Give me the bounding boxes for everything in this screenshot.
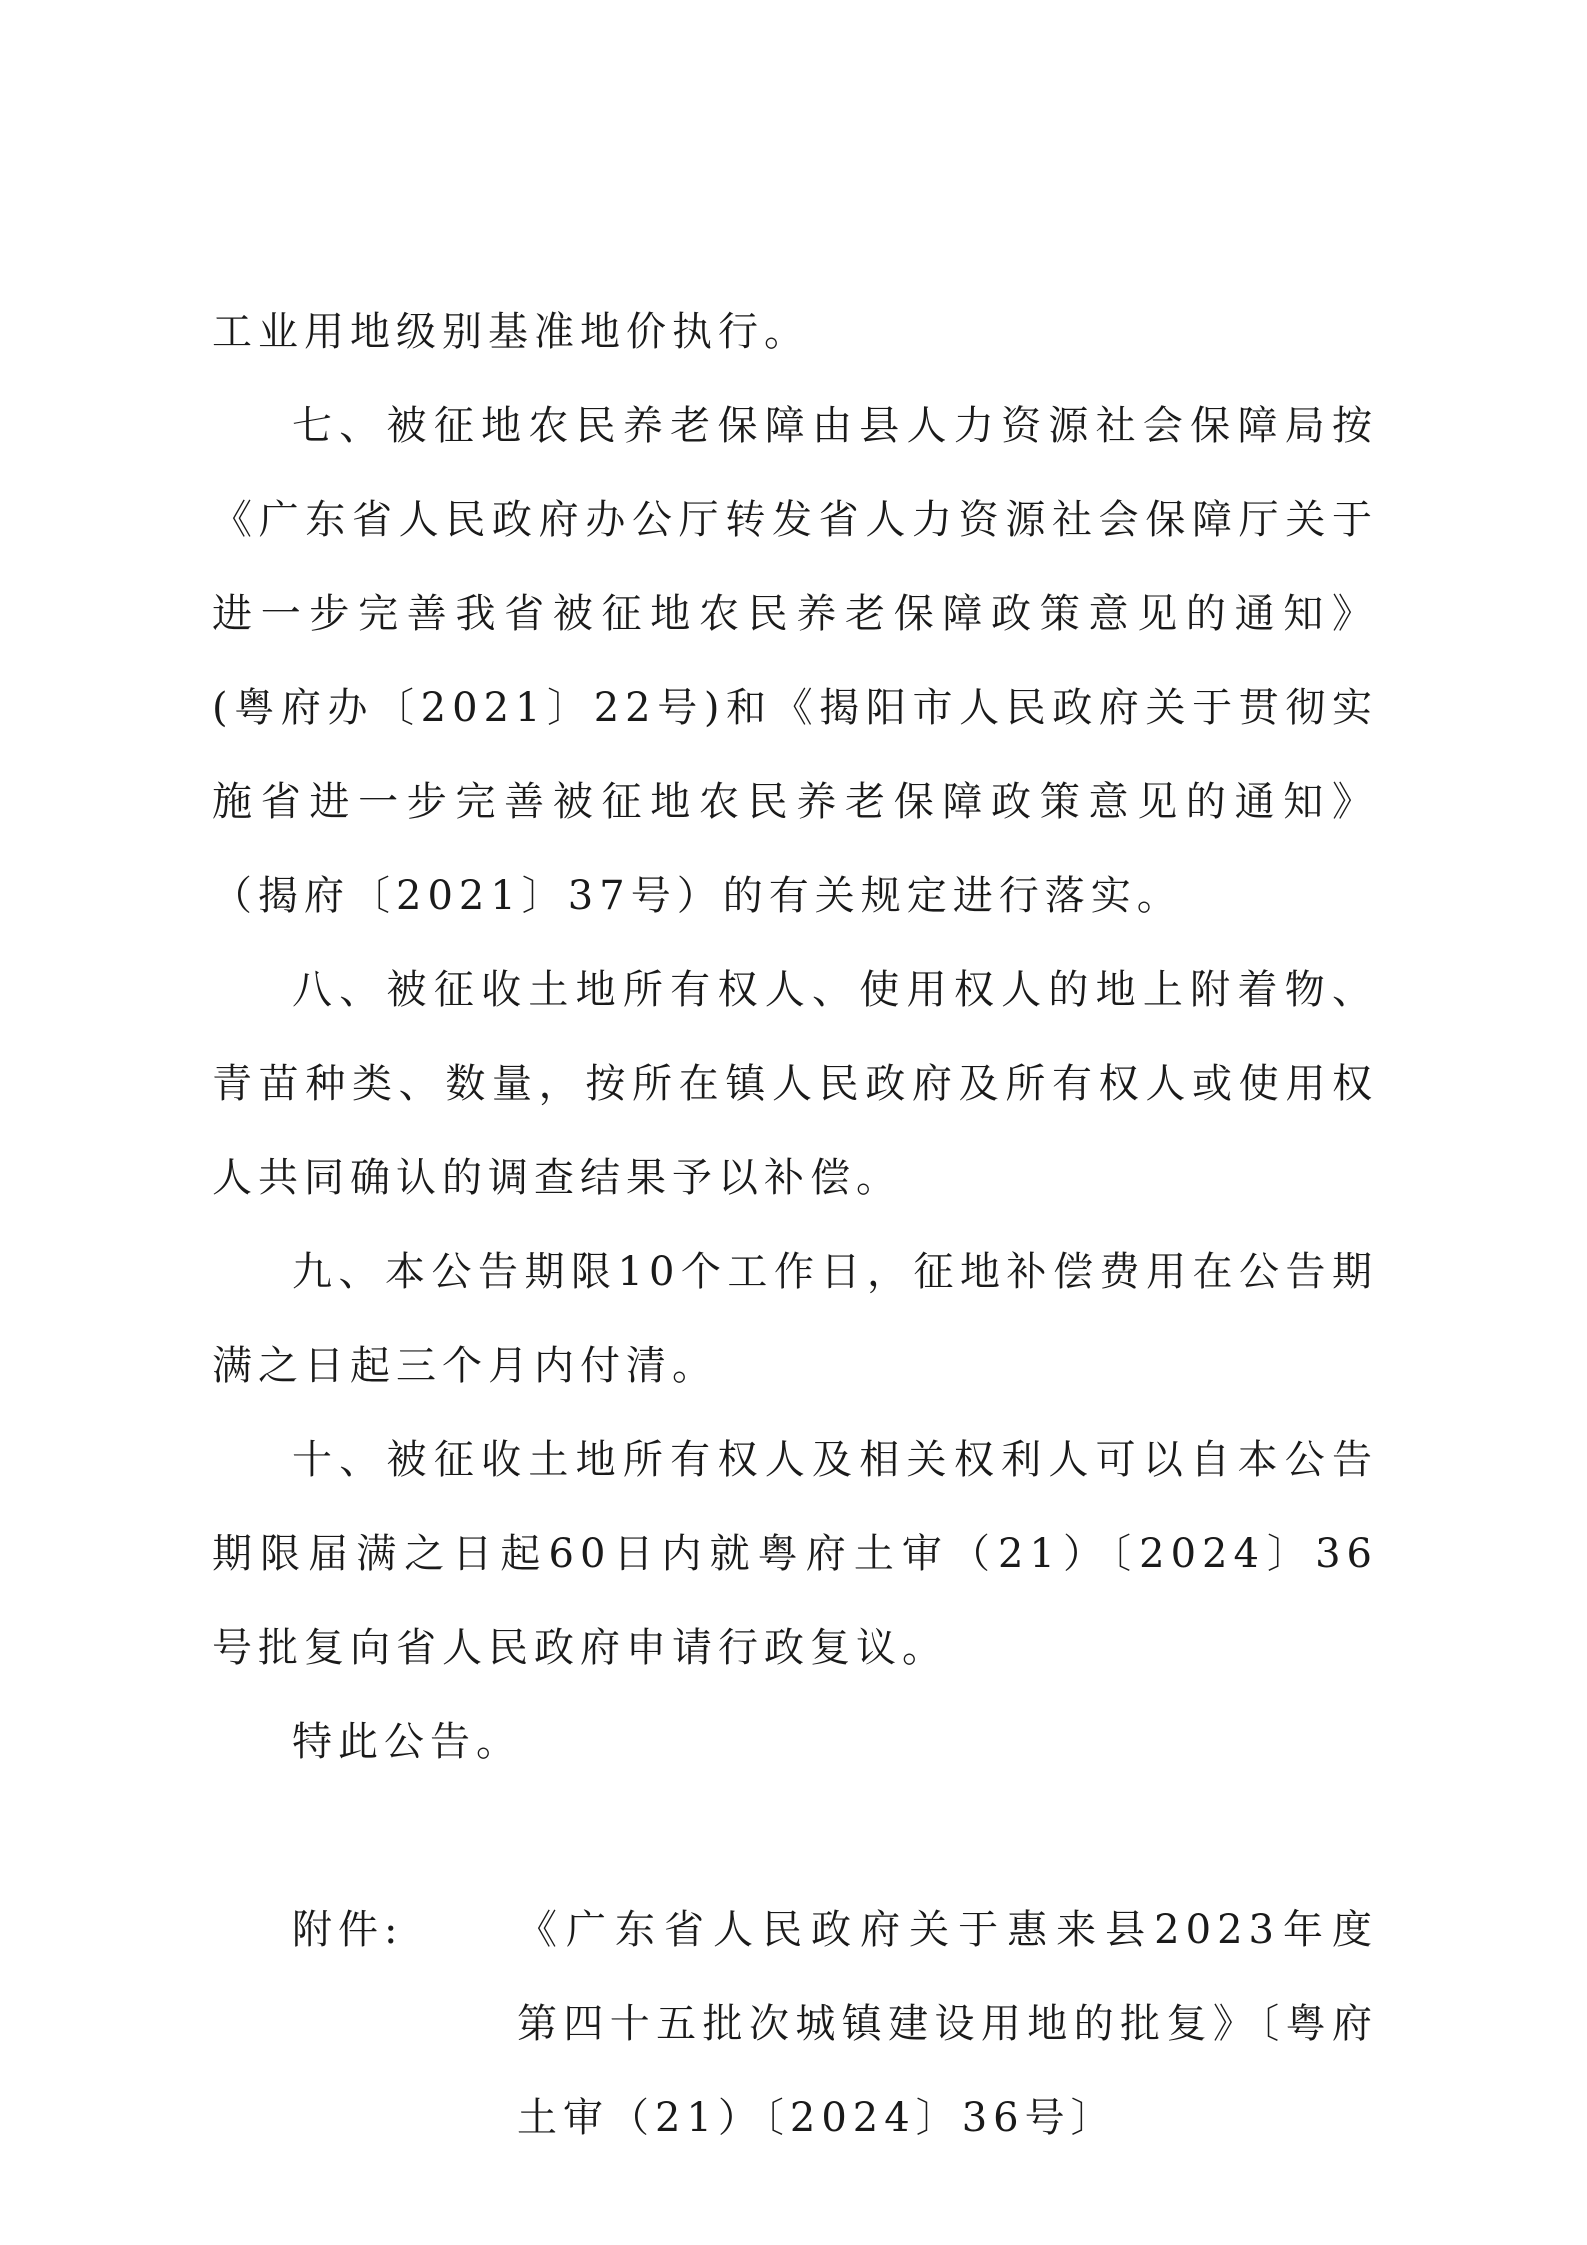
- paragraph-seven-pension: 七、被征地农民养老保障由县人力资源社会保障局按《广东省人民政府办公厅转发省人力资源社会保障厅关于进一步完善我省被征地农民养老保障政策意见的通知》(粤府办〔2021〕22号)和《揭阳市人民政府关于贯彻实施省进一步完善被征地农民养老保障政策意见的通知》（揭府〔2021〕37号）的有关规定进行落实。: [212, 403, 1378, 919]
- paragraph-eight-compensation: 八、被征收土地所有权人、使用权人的地上附着物、青苗种类、数量，按所在镇人民政府及所有权人或使用权人共同确认的调查结果予以补偿。: [212, 967, 1378, 1201]
- attachment-label: 附件:: [292, 1907, 404, 1953]
- attachment-block: [292, 1883, 1378, 2165]
- blank-line: [212, 1789, 1378, 1883]
- paragraph-benchmark-price: 工业用地级别基准地价执行。: [212, 309, 810, 355]
- paragraph-closing: 特此公告。: [292, 1719, 522, 1765]
- attachment-text: 《广东省人民政府关于惠来县2023年度第四十五批次城镇建设用地的批复》〔粤府土审（21）〔2024〕36号〕: [517, 1907, 1378, 2141]
- paragraph-nine-period: 九、本公告期限10个工作日，征地补偿费用在公告期满之日起三个月内付清。: [212, 1249, 1378, 1389]
- document-body: [212, 285, 1378, 2165]
- paragraph-ten-review: 十、被征收土地所有权人及相关权利人可以自本公告期限届满之日起60日内就粤府土审（21）〔2024〕36号批复向省人民政府申请行政复议。: [212, 1437, 1378, 1671]
